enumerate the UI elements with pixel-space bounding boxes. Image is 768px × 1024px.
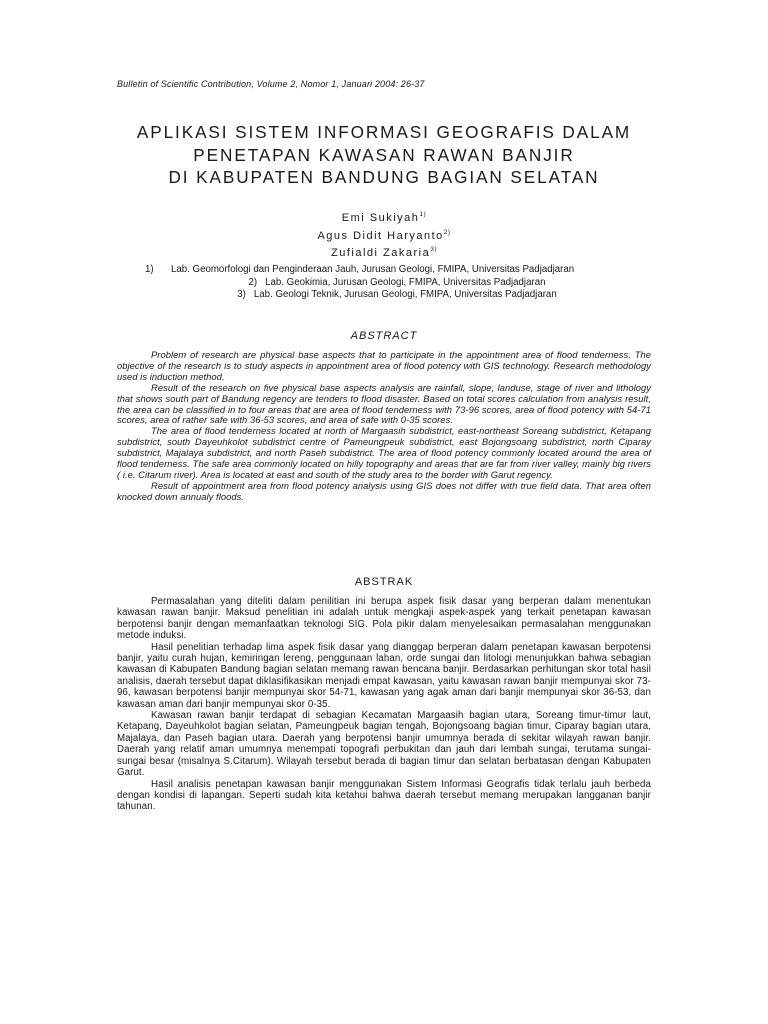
abstract-paragraph: Result of appointment area from flood potency analysis using GIS does not differ with true field data. That area often knocked down annualy floods. <box>117 479 651 502</box>
author <box>180 228 588 246</box>
abstract-heading: ABSTRACT <box>350 330 418 342</box>
title-line: DI KABUPATEN BANDUNG BAGIAN SELATAN <box>168 167 600 187</box>
abstrak-paragraph: Kawasan rawan banjir terdapat di sebagian Kecamatan Margaasih bagian utara, Soreang timur-timur laut, Ketapang, Dayeuhkolot bagian selatan, Pameungpeuk bagian tengah, Bojongsoang bagian timur, Ciparay bagian utara, Majalaya, dan Paseh bagian utara. Daerah yang berpotensi banjir umumnya berada di sekitar wilayah rawan banjir. Daerah yang relatif aman umumnya menempati topografi perbukitan dan jauh dari lembah sungai, terutama sungai-sungai besar (misalnya S.Citarum). Wilayah tersebut berada di bagian timur dan selatan berbatasan dengan Kabupaten Garut. <box>117 710 651 779</box>
author-name: Emi Sukiyah <box>341 212 420 224</box>
author-mark: 2) <box>443 228 451 236</box>
affiliation-number: 2) <box>248 276 258 288</box>
abstract-paragraph: Problem of research are physical base aspects that to participate in the appointment area of flood tenderness. The objective of the research is to study aspects in appointment area of flood potency with GIS technology. Research methodology used is induction method. <box>117 349 651 382</box>
author-mark: 3) <box>430 246 437 253</box>
author <box>180 210 588 228</box>
abstrak-body <box>117 596 651 813</box>
abstrak-heading: ABSTRAK <box>354 576 414 588</box>
author-name: Zufialdi Zakaria <box>331 247 431 259</box>
affiliation <box>117 277 677 290</box>
abstrak-paragraph: Hasil analisis penetapan kawasan banjir menggunakan Sistem Informasi Geografis tidak terlalu jauh berbeda dengan kondisi di lapangan. Seperti sudah kita ketahui bahwa daerah tersebut memang merupakan langganan banjir tahunan. <box>117 778 651 813</box>
affiliation-text: Lab. Geomorfologi dan Penginderaan Jauh, Jurusan Geologi, FMIPA, Universitas Padjadjaran <box>171 264 575 275</box>
affiliation-text: Lab. Geokimia, Jurusan Geologi, FMIPA, Universitas Padjadjaran <box>265 276 546 288</box>
affiliation <box>117 289 677 302</box>
author-mark: 1) <box>419 211 427 218</box>
abstract-body <box>117 350 651 503</box>
journal-citation: Bulletin of Scientific Contribution, Volume 2, Nomor 1, Januari 2004: 26-37 <box>117 79 425 89</box>
affiliation <box>117 264 677 277</box>
author <box>180 245 588 263</box>
abstract-paragraph: The area of flood tenderness located at north of Margaasih subdistrict, east-northeast Soreang subdistrict, Ketapang subdistrict, south Dayeuhkolot subdistrict centre of Pameungpeuk subdistrict, east Bojongsoang subdistrict, north Ciparay subdistrict, Majalaya subdistrict, and north Paseh subdistrict. The area of flood potency commonly located around the area of flood tenderness. The safe area commonly located on hilly topography and areas that are far from river valley, mainly big rivers ( i.e. Citarum river). Area is located at east and south of the study area to the border with Garut regency. <box>117 425 651 480</box>
affiliation-list <box>117 264 677 302</box>
abstrak-paragraph: Permasalahan yang diteliti dalam penilitian ini berupa aspek fisik dasar yang berperan dalam menentukan kawasan rawan banjir. Maksud penelitian ini adalah untuk mengkaji aspek-aspek yang terkait penetapan kawasan berpotensi banjir dengan memanfaatkan teknologi SIG. Pola pikir dalam menyelesaikan permasalahan menggunakan metode induksi. <box>117 596 651 642</box>
affiliation-number: 3) <box>237 289 246 300</box>
paper-title <box>100 121 668 189</box>
affiliation-text: Lab. Geologi Teknik, Jurusan Geologi, FMIPA, Universitas Padjadjaran <box>253 289 557 300</box>
title-line: APLIKASI SISTEM INFORMASI GEOGRAFIS DALAM <box>136 122 632 142</box>
abstrak-paragraph: Hasil penelitian terhadap lima aspek fisik dasar yang dianggap berperan dalam penetapan kawasan berpotensi banjir, yaitu curah hujan, kemiringan lereng, penggunaan lahan, orde sungai dan litologi menunjukkan bahwa sebagian kawasan di Kabupaten Bandung bagian selatan memang rawan bencana banjir. Berdasarkan perhitungan skor total hasil analisis, daerah tersebut dapat diklasifikasikan menjadi empat kawasan, yaitu kawasan rawan banjir mempunyai skor 73-96, kawasan berpotensi banjir mempunyai skor 54-71, kawasan yang agak aman dari banjir mempunyai skor 36-53, dan kawasan aman dari banjir mempunyai skor 0-35. <box>117 641 651 710</box>
title-line: PENETAPAN KAWASAN RAWAN BANJIR <box>193 144 575 165</box>
author-name: Agus Didit Haryanto <box>317 229 444 242</box>
affiliation-number: 1) <box>145 264 154 275</box>
author-list <box>180 210 588 263</box>
abstract-paragraph: Result of the research on five physical base aspects analysis are rainfall, slope, landuse, stage of river and lithology that shows south part of Bandung regency are tenders to flood disaster. Based on total scores calculation from analysis result, the area can be classified in to four areas that are area of flood tenderness with 73-96 scores, area of flood potency with 54-71 scores, area of rather safe with 36-53 scores, and area of safe with 0-35 scores. <box>117 381 651 426</box>
